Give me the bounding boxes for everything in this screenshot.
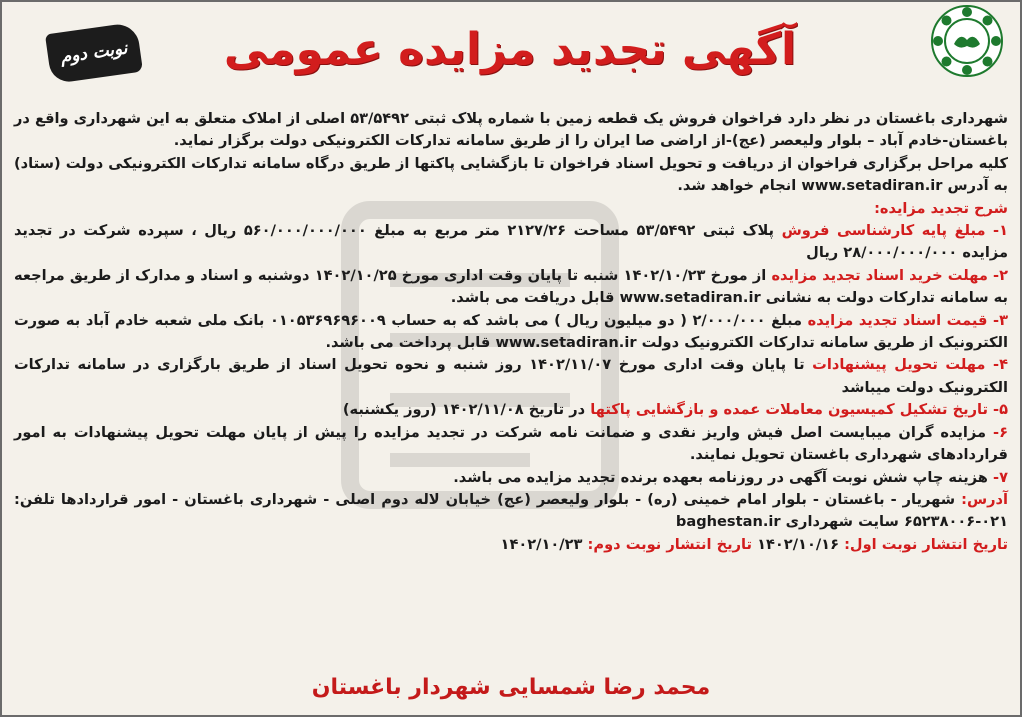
setad-link[interactable]: www.setadiran.ir bbox=[619, 289, 761, 307]
list-item: ۷- هزینه چاپ شش نوبت آگهی در روزنامه بعهده برنده تجدید مزایده می باشد. bbox=[453, 468, 1008, 486]
notice-body bbox=[14, 108, 1008, 556]
setad-link[interactable]: www.setadiran.ir bbox=[801, 177, 943, 195]
municipality-site-link[interactable]: baghestan.ir bbox=[675, 513, 781, 531]
list-item: ۴- مهلت تحویل پیشنهادات تا پایان وقت اداری مورخ ۱۴۰۲/۱۱/۰۷ روز شنبه و نحوه تحویل اسناد از طریق بارگزاری در سامانه تدارکات الکترونیک دولت میباشد bbox=[14, 356, 1008, 396]
list-item: ۵- تاریخ تشکیل کمیسیون معاملات عمده و بازگشایی پاکتها در تاریخ ۱۴۰۲/۱۱/۰۸ (روز یکشنبه) bbox=[342, 401, 1008, 419]
list-item: ۳- قیمت اسناد تجدید مزایده مبلغ ۲/۰۰۰/۰۰۰ ( دو میلیون ریال ) می باشد که به حساب ۰۱۰۵۳۶۹۶۹۶۰۰۹ بانک ملی شعبه خادم آباد به صورت الکترونیک از طریق سامانه تدارکات الکترونیک دولت www.setadiran.ir قابل پرداخت می باشد. bbox=[14, 311, 1009, 352]
address: آدرس: شهریار - باغستان - بلوار امام خمینی (ره) - بلوار ولیعصر (عج) خیابان لاله دوم اصلی - شهرداری باغستان - امور قراردادها تلفن: ۰۲۱-۶۵۲۳۸۰۰۶ سایت شهرداری baghestan.ir bbox=[14, 490, 1008, 531]
signature: محمد رضا شمسایی شهردار باغستان bbox=[311, 675, 711, 700]
list-item: ۲- مهلت خرید اسناد تجدید مزایده از مورخ ۱۴۰۲/۱۰/۲۳ شنبه تا پایان وقت اداری مورخ ۱۴۰۲/۱۰/۲۵ دوشنبه و اسناد و مدارک از طریق مراجعه به سامانه تدارکات دولت به نشانی www.setadiran.ir قابل دریافت می باشد. bbox=[14, 266, 1008, 307]
second-publication-badge: نوبت دوم bbox=[45, 22, 143, 84]
description-heading: شرح تجدید مزایده: bbox=[874, 199, 1008, 217]
publication-dates: تاریخ انتشار نوبت اول: ۱۴۰۲/۱۰/۱۶ تاریخ انتشار نوبت دوم: ۱۴۰۲/۱۰/۲۳ bbox=[500, 535, 1008, 553]
intro-paragraph-2: کلیه مراحل برگزاری فراخوان از دریافت و تحویل اسناد فراخوان تا بازگشایی پاکتها از طریق درگاه سامانه تدارکات الکترونیکی دولت (ستاد) به آدرس www.setadiran.ir انجام خواهد شد. bbox=[14, 154, 1008, 195]
list-item: ۱- مبلغ پایه کارشناسی فروش پلاک ثبتی ۵۳/۵۴۹۲ مساحت ۲۱۲۷/۲۶ متر مربع به مبلغ ۵۶۰/۰۰۰/۰۰۰/۰۰۰ ریال ، سپرده شرکت در تجدید مزایده ۲۸/۰۰۰/۰۰۰/۰۰۰ ریال bbox=[14, 222, 1008, 262]
setad-link[interactable]: www.setadiran.ir bbox=[495, 334, 637, 352]
municipality-logo-icon bbox=[930, 4, 1004, 78]
list-item: ۶- مزایده گران میبایست اصل فیش واریز نقدی و ضمانت نامه شرکت در تجدید مزایده را پیش از پایان مهلت تحویل پیشنهادات به امور قراردادهای شهرداری باغستان تحویل نمایند. bbox=[14, 423, 1008, 464]
page-title: آگهی تجدید مزایده عمومی bbox=[223, 24, 797, 75]
intro-paragraph: شهرداری باغستان در نظر دارد فراخوان فروش یک قطعه زمین با شماره پلاک ثبتی ۵۳/۵۴۹۲ اصلی از املاک متعلق به این شهرداری واقع در باغستان-خادم آباد – بلوار ولیعصر (عج)-از اراضی صا ایران را از طریق سامانه تدارکات الکترونیکی دولت برگزار نماید. bbox=[14, 110, 1008, 150]
